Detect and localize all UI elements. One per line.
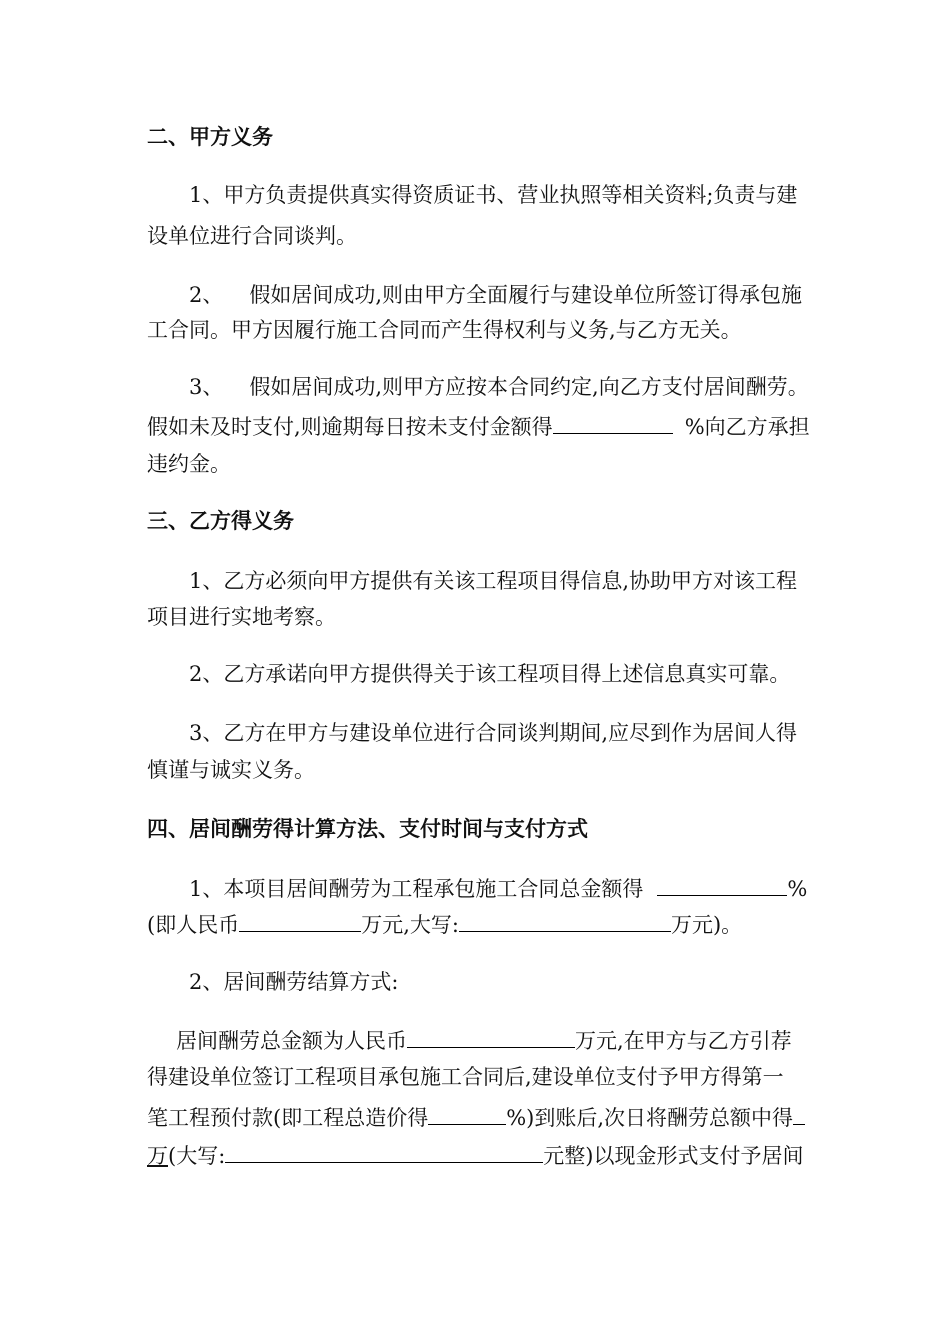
section2-item2-line1 <box>189 281 802 309</box>
section4-heading: 四、居间酬劳得计算方法、支付时间与支付方式 <box>147 817 588 841</box>
text-segment: 元整)以现金形式支付予居间 <box>543 1144 804 1168</box>
blank-underline <box>793 1102 805 1125</box>
text-segment: 万元)。 <box>670 913 743 937</box>
section4-item2-line1: 2、居间酬劳结算方式: <box>189 970 399 994</box>
text-segment: %向乙方承担 <box>684 415 810 439</box>
section2-item1-line2: 设单位进行合同谈判。 <box>147 224 357 248</box>
blank-underline <box>553 411 673 434</box>
section4-para-line1 <box>176 1025 792 1055</box>
section3-heading: 三、乙方得义务 <box>147 509 294 533</box>
section2-heading: 二、甲方义务 <box>147 125 273 149</box>
section4-item1-line2 <box>147 909 742 939</box>
section3-item1-line1: 1、乙方必须向甲方提供有关该工程项目得信息,协助甲方对该工程 <box>189 569 798 593</box>
section2-item1-line1: 1、甲方负责提供真实得资质证书、营业执照等相关资料;负责与建 <box>189 183 798 207</box>
text-segment: 万 <box>147 1144 168 1168</box>
blank-underline <box>428 1102 506 1125</box>
text-segment: (即人民币 <box>147 913 240 937</box>
blank-underline <box>657 873 787 896</box>
section3-item3-line2: 慎谨与诚实义务。 <box>147 758 315 782</box>
item-text: 假如居间成功,则由甲方全面履行与建设单位所签订得承包施 <box>249 283 803 307</box>
blank-underline <box>407 1025 575 1048</box>
section4-para-line4 <box>147 1140 803 1170</box>
blank-underline <box>239 909 361 932</box>
text-segment: 万元,在甲方与乙方引荐 <box>575 1029 792 1053</box>
section3-item3-line1: 3、乙方在甲方与建设单位进行合同谈判期间,应尽到作为居间人得 <box>189 721 798 745</box>
text-segment: %)到账后,次日将酬劳总额中得 <box>506 1106 794 1130</box>
text-segment: 假如未及时支付,则逾期每日按未支付金额得 <box>147 415 553 439</box>
section2-item3-line2 <box>147 411 810 441</box>
section3-item2-line1: 2、乙方承诺向甲方提供得关于该工程项目得上述信息真实可靠。 <box>189 662 791 686</box>
text-segment: 万元,大写: <box>361 913 459 937</box>
text-segment: % <box>787 877 808 901</box>
section2-item3-line1 <box>189 373 809 401</box>
section2-item3-line3: 违约金。 <box>147 452 231 476</box>
section4-para-line2: 得建设单位签订工程项目承包施工合同后,建设单位支付予甲方得第一 <box>147 1065 784 1089</box>
blank-underline <box>459 909 671 932</box>
section3-item1-line2: 项目进行实地考察。 <box>147 605 336 629</box>
item-number: 2、 <box>189 283 224 307</box>
text-segment: 笔工程预付款(即工程总造价得 <box>147 1106 429 1130</box>
section4-item1-line1 <box>189 873 807 903</box>
blank-underline <box>225 1140 543 1163</box>
text-segment: 1、本项目居间酬劳为工程承包施工合同总金额得 <box>189 877 644 901</box>
section2-item2-line2: 工合同。甲方因履行施工合同而产生得权利与义务,与乙方无关。 <box>147 318 742 342</box>
item-text: 假如居间成功,则甲方应按本合同约定,向乙方支付居间酬劳。 <box>249 375 809 399</box>
text-segment: (大写: <box>168 1144 226 1168</box>
item-number: 3、 <box>189 375 224 399</box>
text-segment: 居间酬劳总金额为人民币 <box>176 1029 407 1053</box>
section4-para-line3 <box>147 1102 805 1132</box>
